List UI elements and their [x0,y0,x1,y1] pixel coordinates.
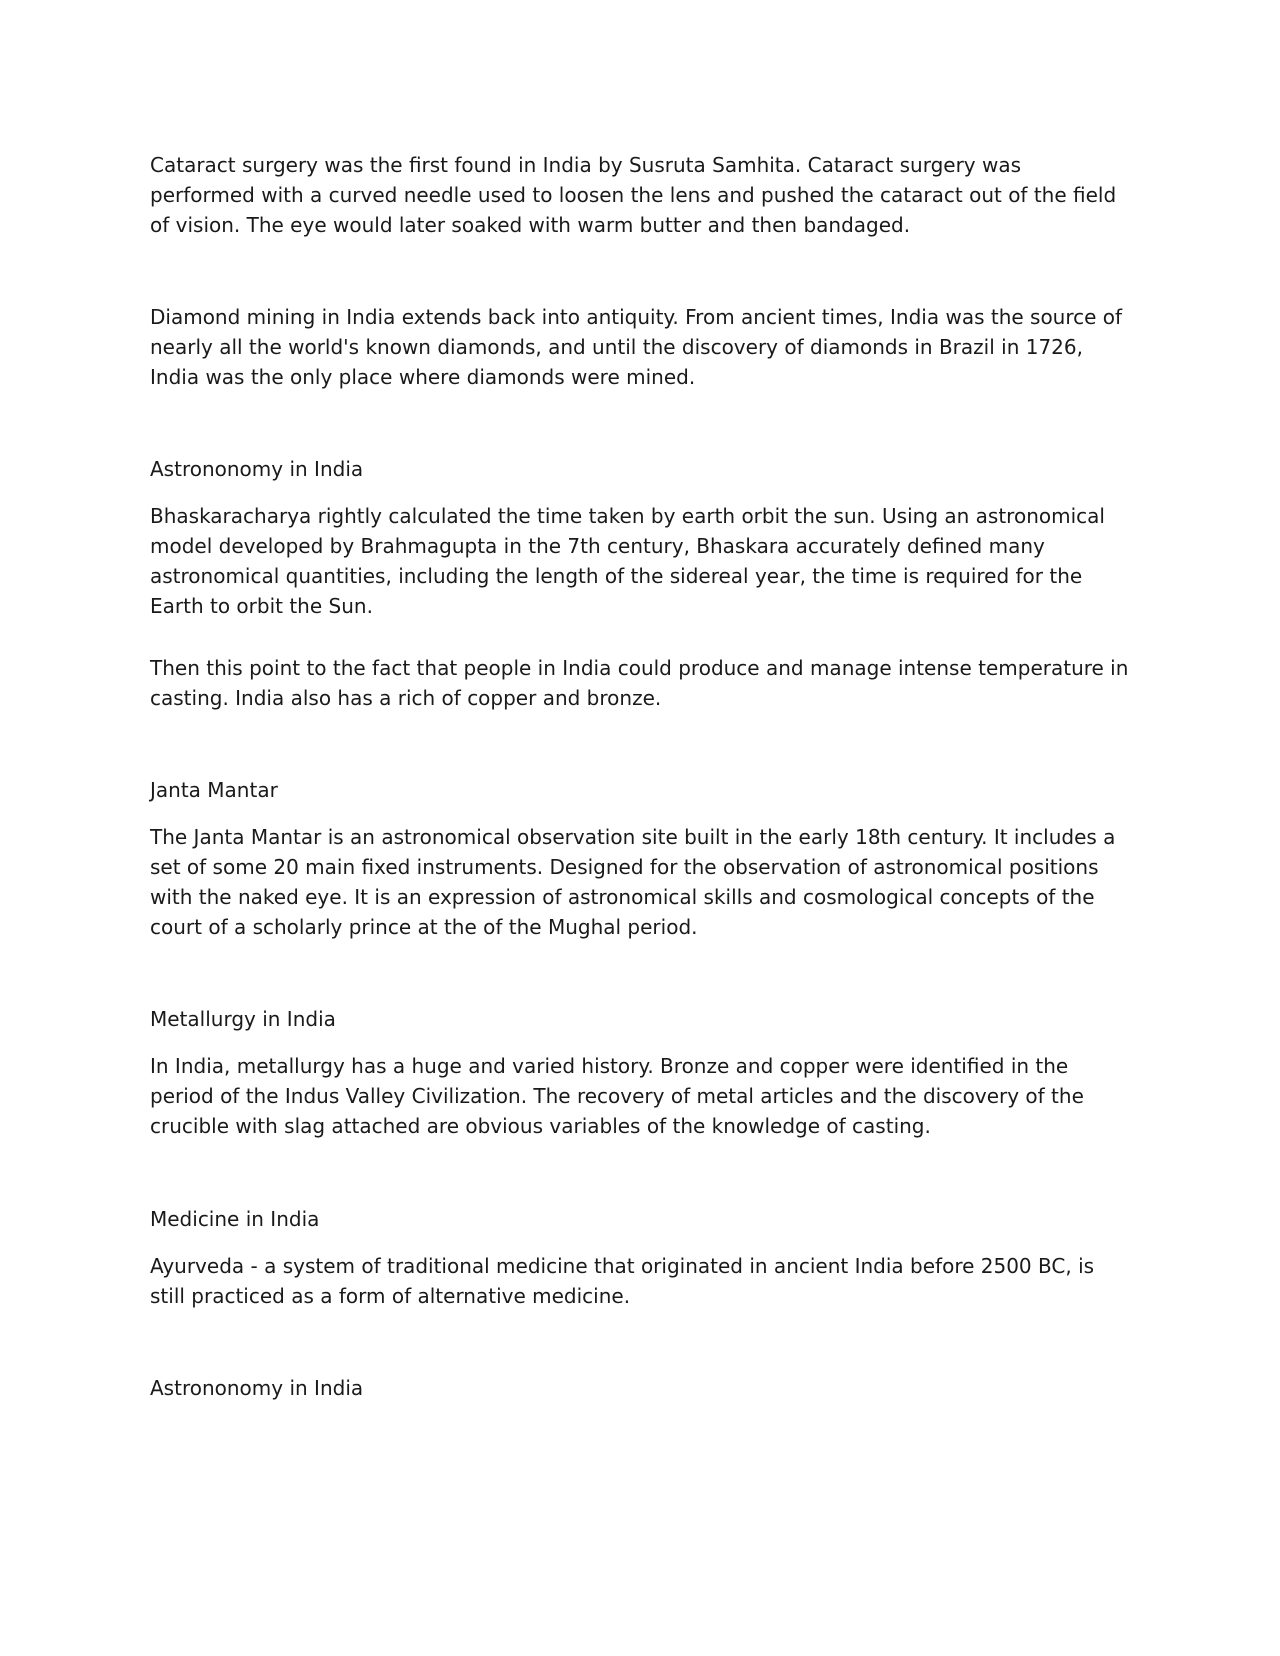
heading-metallurgy: Metallurgy in India [150,1007,336,1031]
heading-medicine: Medicine in India [150,1207,320,1231]
heading-astronomy: Astrononomy in India [150,457,364,481]
heading-janta-mantar: Janta Mantar [150,778,278,802]
paragraph-janta-mantar: The Janta Mantar is an astronomical observation site built in the early 18th century. It includes a set of some 20 main fixed instruments. Designed for the observation of astronomical positions with the naked eye. It is an expression of astronomical skills and cosmological concepts of the court of a scholarly prince at the of the Mughal period. [150,825,1116,939]
paragraph-ayurveda: Ayurveda - a system of traditional medicine that originated in ancient India before 2500 BC, is still practiced as a form of alternative medicine. [150,1254,1095,1308]
paragraph-metallurgy: In India, metallurgy has a huge and varied history. Bronze and copper were identified in the period of the Indus Valley Civilization. The recovery of metal articles and the discovery of the crucible with slag attached are obvious variables of the knowledge of casting. [150,1054,1084,1138]
paragraph-cataract-surgery: Cataract surgery was the first found in India by Susruta Samhita. Cataract surgery was performed with a curved needle used to loosen the lens and pushed the cataract out of the field of vision. The eye would later soaked with warm butter and then bandaged. [150,153,1117,237]
paragraph-diamond-mining: Diamond mining in India extends back into antiquity. From ancient times, India was the source of nearly all the world's known diamonds, and until the discovery of diamonds in Brazil in 1726, India was the only place where diamonds were mined. [150,305,1123,389]
paragraph-casting: Then this point to the fact that people in India could produce and manage intense temperature in casting. India also has a rich of copper and bronze. [150,656,1129,710]
paragraph-bhaskaracharya: Bhaskaracharya rightly calculated the time taken by earth orbit the sun. Using an astronomical model developed by Brahmagupta in the 7th century, Bhaskara accurately defined many astronomical quantities, including the length of the sidereal year, the time is required for the Earth to orbit the Sun. [150,504,1105,618]
heading-astronomy-2: Astrononomy in India [150,1376,364,1400]
